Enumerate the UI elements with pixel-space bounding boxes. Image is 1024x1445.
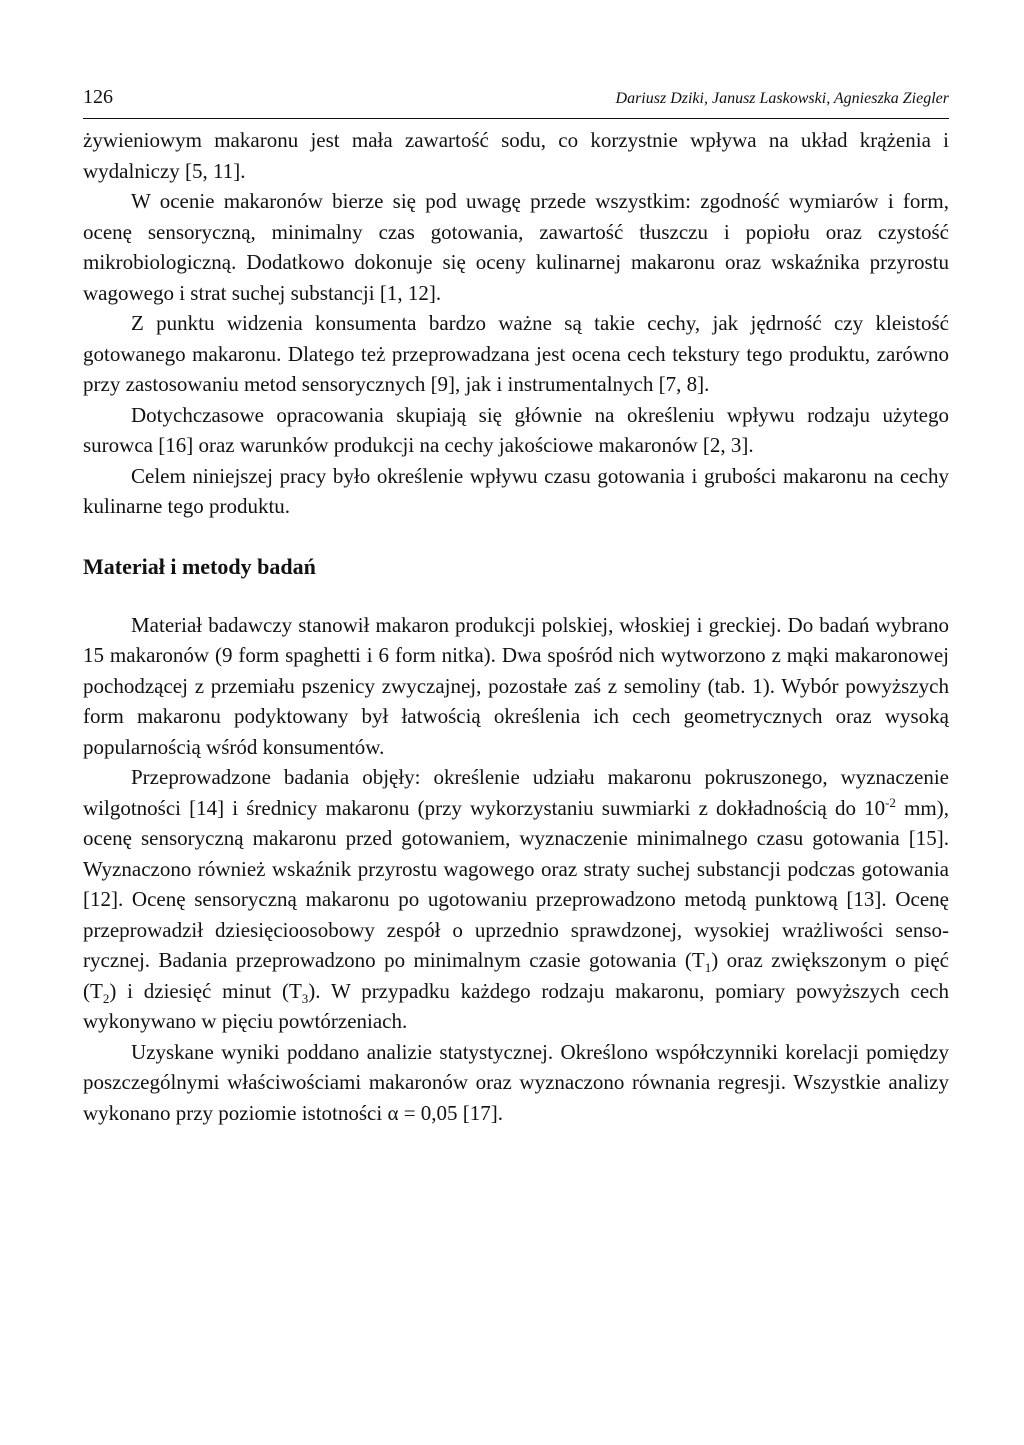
section-heading-materials-methods: Materiał i metody badań xyxy=(83,553,316,579)
subscript-t2: 2 xyxy=(102,990,110,1006)
body-text xyxy=(83,125,949,1128)
running-header xyxy=(83,84,949,119)
exponent-minus-two: -2 xyxy=(885,794,896,810)
running-header-authors: Dariusz Dziki, Janusz Laskowski, Agnieszka Ziegler xyxy=(615,90,949,107)
subscript-t1: 1 xyxy=(704,960,712,976)
methods-text-b: mm), ocenę sensoryczną makaronu przed gotowaniem, wyznaczenie minimalnego czasu gotowania [15]. Wyznaczono również wskaźnik przyrostu wagowego oraz straty suchej substancji podczas gotowania [12]. Ocenę sensoryczną makaronu po ugotowaniu przeprowadzono metodą punktową [13]. Ocenę przeprowadził dziesięcioosobowy zespół o uprzednio sprawdzonej, wysokiej wrażliwości sensorycznej. Badania przeprowadzono po minimalnym czasie gotowania (T xyxy=(83,795,949,972)
methods-text-a: Przeprowadzone badania objęły: określenie udziału makaronu pokruszonego, wyznaczenie wilgotności [14] i średnicy makaronu (przy wykorzystaniu suwmiarki z dokładnością do 10 xyxy=(83,765,949,820)
subscript-t3: 3 xyxy=(301,990,309,1006)
paragraph-continuation: żywieniowym makaronu jest mała zawartość sodu, co korzystnie wpływa na układ krążenia i wydalniczy [5, 11]. xyxy=(83,128,949,183)
paragraph-methods xyxy=(83,762,949,1037)
methods-text-e: ). W przypadku każdego rodzaju makaronu, pomiary powyższych cech wykonywano w pięciu powtórzeniach. xyxy=(83,978,949,1033)
methods-text-c: ) oraz zwiększonym o pięć (T xyxy=(83,948,949,1003)
paragraph-pasta-evaluation: W ocenie makaronów bierze się pod uwagę przede wszystkim: zgodność wymiarów i form, ocenę sensoryczną, minimalny czas gotowania, zawartość tłuszczu i popiołu oraz czystość mikrobiologiczną. Dodatkowo dokonuje się oceny kulinarnej makaronu oraz wskaźnika przyrostu wagowego i strat suchej substancji [1, 12]. xyxy=(83,189,949,305)
page xyxy=(83,84,949,1128)
paragraph-consumer-texture: Z punktu widzenia konsumenta bardzo ważne są takie cechy, jak jędrność czy kleistość gotowanego makaronu. Dlatego też przeprowadzana jest ocena cech tekstury tego produktu, zarówno przy zastosowaniu metod sensorycznych [9], jak i instrumentalnych [7, 8]. xyxy=(83,311,949,396)
paragraph-previous-studies: Dotychczasowe opracowania skupiają się głównie na określeniu wpływu rodzaju użytego surowca [16] oraz warunków produkcji na cechy jakościowe makaronów [2, 3]. xyxy=(83,402,949,457)
paragraph-aim: Celem niniejszej pracy było określenie wpływu czasu gotowania i grubości makaronu na cechy kulinarne tego produktu. xyxy=(83,463,949,518)
methods-text-d: ) i dziesięć minut (T xyxy=(109,978,302,1003)
paragraph-statistics: Uzyskane wyniki poddano analizie statystycznej. Określono współczynniki korelacji pomiędzy poszczególnymi właściwościami makaronów oraz wyznaczono równania regresji. Wszystkie analizy wykonano przy poziomie istotności α = 0,05 [17]. xyxy=(83,1039,949,1125)
paragraph-material: Materiał badawczy stanowił makaron produkcji polskiej, włoskiej i greckiej. Do badań wybrano 15 makaronów (9 form spaghetti i 6 form nitka). Dwa spośród nich wytworzono z mąki makaronowej pochodzącej z przemiału pszenicy zwyczajnej, pozostałe zaś z semoliny (tab. 1). Wybór powyższych form makaronu podyktowany był łatwością określenia ich cech geometrycznych oraz wysoką popularnością wśród konsumentów. xyxy=(83,612,949,759)
page-number: 126 xyxy=(83,86,113,108)
